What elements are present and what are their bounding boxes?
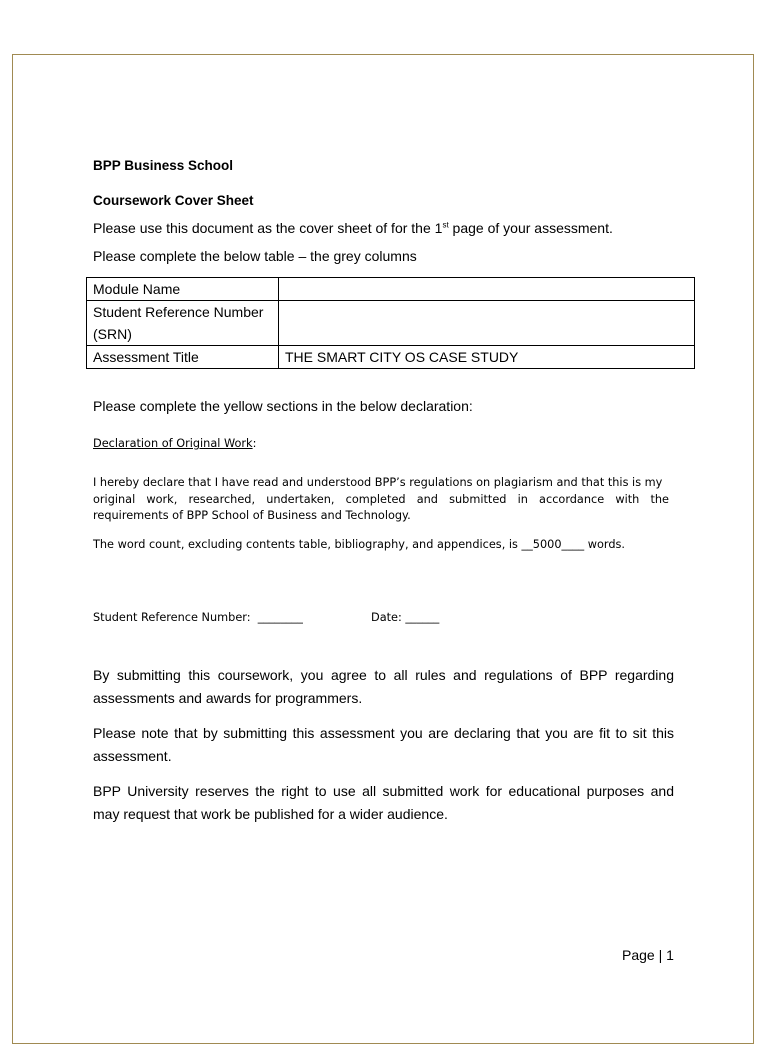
terms-p1-line-1: By submitting this coursework, you agree to all rules and regulations of BPP regarding <box>93 667 674 683</box>
table-row <box>87 278 695 301</box>
date-blank[interactable]: ______ <box>405 611 440 624</box>
date-line: Date: ______ <box>371 611 440 624</box>
word-count-value[interactable]: 5000 <box>532 538 562 551</box>
declaration-heading: Declaration of Original Work: <box>93 437 257 450</box>
terms-p2-line-2: assessment. <box>93 748 172 764</box>
terms-p3-line-2: may request that work be published for a wider audience. <box>93 806 448 822</box>
srn-label-cell: Student Reference Number (SRN) <box>87 301 279 346</box>
declaration-instruction: Please complete the yellow sections in the below declaration: <box>93 398 473 414</box>
terms-p1-line-2: assessments and awards for programmers. <box>93 690 363 706</box>
page-number: Page | 1 <box>622 947 674 963</box>
terms-p2-line-1: Please note that by submitting this assessment you are declaring that you are fit to sit this <box>93 725 674 741</box>
terms-p3-line-1: BPP University reserves the right to use all submitted work for educational purposes and <box>93 783 674 799</box>
intro-line-2: Please complete the below table – the grey columns <box>93 248 417 264</box>
declaration-para-line-3: requirements of BPP School of Business and Technology. <box>93 509 411 522</box>
intro-line-1: Please use this document as the cover sheet of for the 1st page of your assessment. <box>93 220 613 236</box>
srn-blank[interactable]: ________ <box>257 611 303 624</box>
assessment-title-label: Assessment Title <box>87 346 279 369</box>
module-name-field[interactable] <box>279 278 695 301</box>
table-row <box>87 346 695 369</box>
declaration-para-line-2: original work, researched, undertaken, completed and submitted in accordance with the <box>93 493 669 506</box>
page-title: Coursework Cover Sheet <box>93 193 254 208</box>
word-count-line: The word count, excluding contents table, bibliography, and appendices, is __5000____ words. <box>93 538 625 551</box>
srn-signature-line: Student Reference Number: ________ <box>93 611 303 624</box>
module-name-label: Module Name <box>87 278 279 301</box>
cover-table <box>86 277 695 369</box>
srn-field[interactable] <box>279 301 695 346</box>
table-row <box>87 301 695 346</box>
school-name: BPP Business School <box>93 158 234 173</box>
assessment-title-value[interactable]: THE SMART CITY OS CASE STUDY <box>279 346 695 369</box>
declaration-para-line-1: I hereby declare that I have read and understood BPP’s regulations on plagiarism and that this is my <box>93 476 663 489</box>
